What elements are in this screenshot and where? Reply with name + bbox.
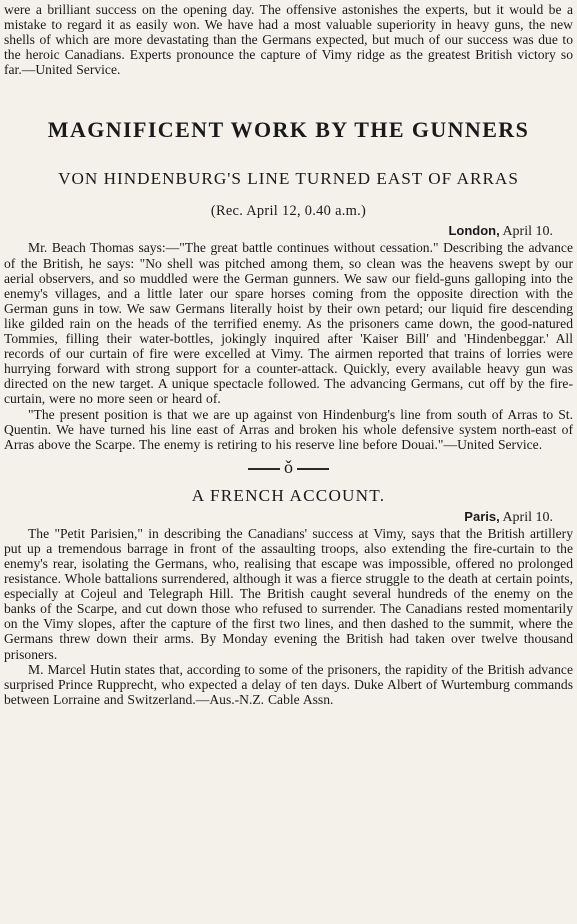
subheadline: VON HINDENBURG'S LINE TURNED EAST OF ARRAS <box>58 169 519 189</box>
dateline-date: April 10. <box>499 509 553 525</box>
dateline-london <box>4 223 553 240</box>
dateline-paris <box>4 509 553 526</box>
article-paragraph: M. Marcel Hutin states that, according to some of the prisoners, the rapidity of the British advance surprised Prince Rupprecht, who expected a delay of ten days. Duke Albert of Wurtemburg commands between Lorraine and Switzerland.—Aus.-N.Z. Cable Assn. <box>4 661 573 707</box>
received-time: (Rec. April 12, 0.40 a.m.) <box>210 203 367 220</box>
divider-rule-right <box>297 468 329 470</box>
divider-rule-left <box>248 468 280 470</box>
article-paragraph: Mr. Beach Thomas says:—"The great battle continues without cessation." Describing the advance of the British, he says: "No shell was pitched among them, so clean was the heavens swept by our aerial observers, and so muddled were the German gunners. We saw our field-guns galloping into the enemy's villages, and a little later our spare horses coming from the opposite direction with the German guns in tow. We saw Germans literally hoist by their own petard; our liquid fire descending like gilded rain on the heads of the terrified enemy. As the prisoners came down, the good-natured Tommies, filling their water-bottles, jokingly inquired after 'Kaiser Bill' and 'Hindenbeggar.' All records of our curtain of fire were excelled at Vimy. The airmen reported that trains of lorries were hurrying forward with strong support for a counter-attack. Quickly, every available heavy gun was directed on the new target. A unique spectacle followed. The advancing Germans, cut off by the fire-curtain, were no more seen or heard of. <box>4 240 573 407</box>
subheadline-french-account: A FRENCH ACCOUNT. <box>191 485 386 505</box>
dateline-date: April 10. <box>499 224 553 240</box>
intro-paragraph: were a brilliant success on the opening day. The offensive astonishes the experts, but it would be a mistake to regard it as easily won. We have had a most valuable superiority in heavy guns, the new shells of which are more devastating than the Germans expected, but much of our success was due to the heroic Canadians. Experts pronounce the capture of Vimy ridge as the greatest British victory so far.—United Service. <box>4 2 573 78</box>
dateline-city: London, <box>448 223 500 239</box>
article-paragraph: The "Petit Parisien," in describing the Canadians' success at Vimy, says that the British artillery put up a tremendous barrage in front of the assaulting troops, also extending the fire-curtain to the enemy's rear, isolating the Germans, who, realising that escape was impossible, offered no prolonged resistance. Whole battalions surrendered, although it was a fierce struggle to the death at certain points, especially at Cojeul and Telegraph Hill. The British caught several hundreds of the enemy on the banks of the Scarpe, and cut down those who refused to surrender. The Canadians rested momentarily on the Vimy slopes, after the capture of the first two lines, and then dashed to the summit, where the Germans threw down their arms. By Monday evening the British had taken over twelve thousand prisoners. <box>4 525 573 662</box>
dateline-city: Paris, <box>464 508 500 524</box>
article-paragraph: "The present position is that we are up against von Hindenburg's line from south of Arras to St. Quentin. We have turned his line east of Arras and broken his whole defensive system north-east of Arras above the Scarpe. The enemy is retiring to his reserve line before Douai."—United Service. <box>4 406 573 452</box>
section-divider <box>4 458 573 476</box>
headline: MAGNIFICENT WORK BY THE GUNNERS <box>47 117 530 143</box>
divider-ornament: ǒ <box>284 456 293 477</box>
